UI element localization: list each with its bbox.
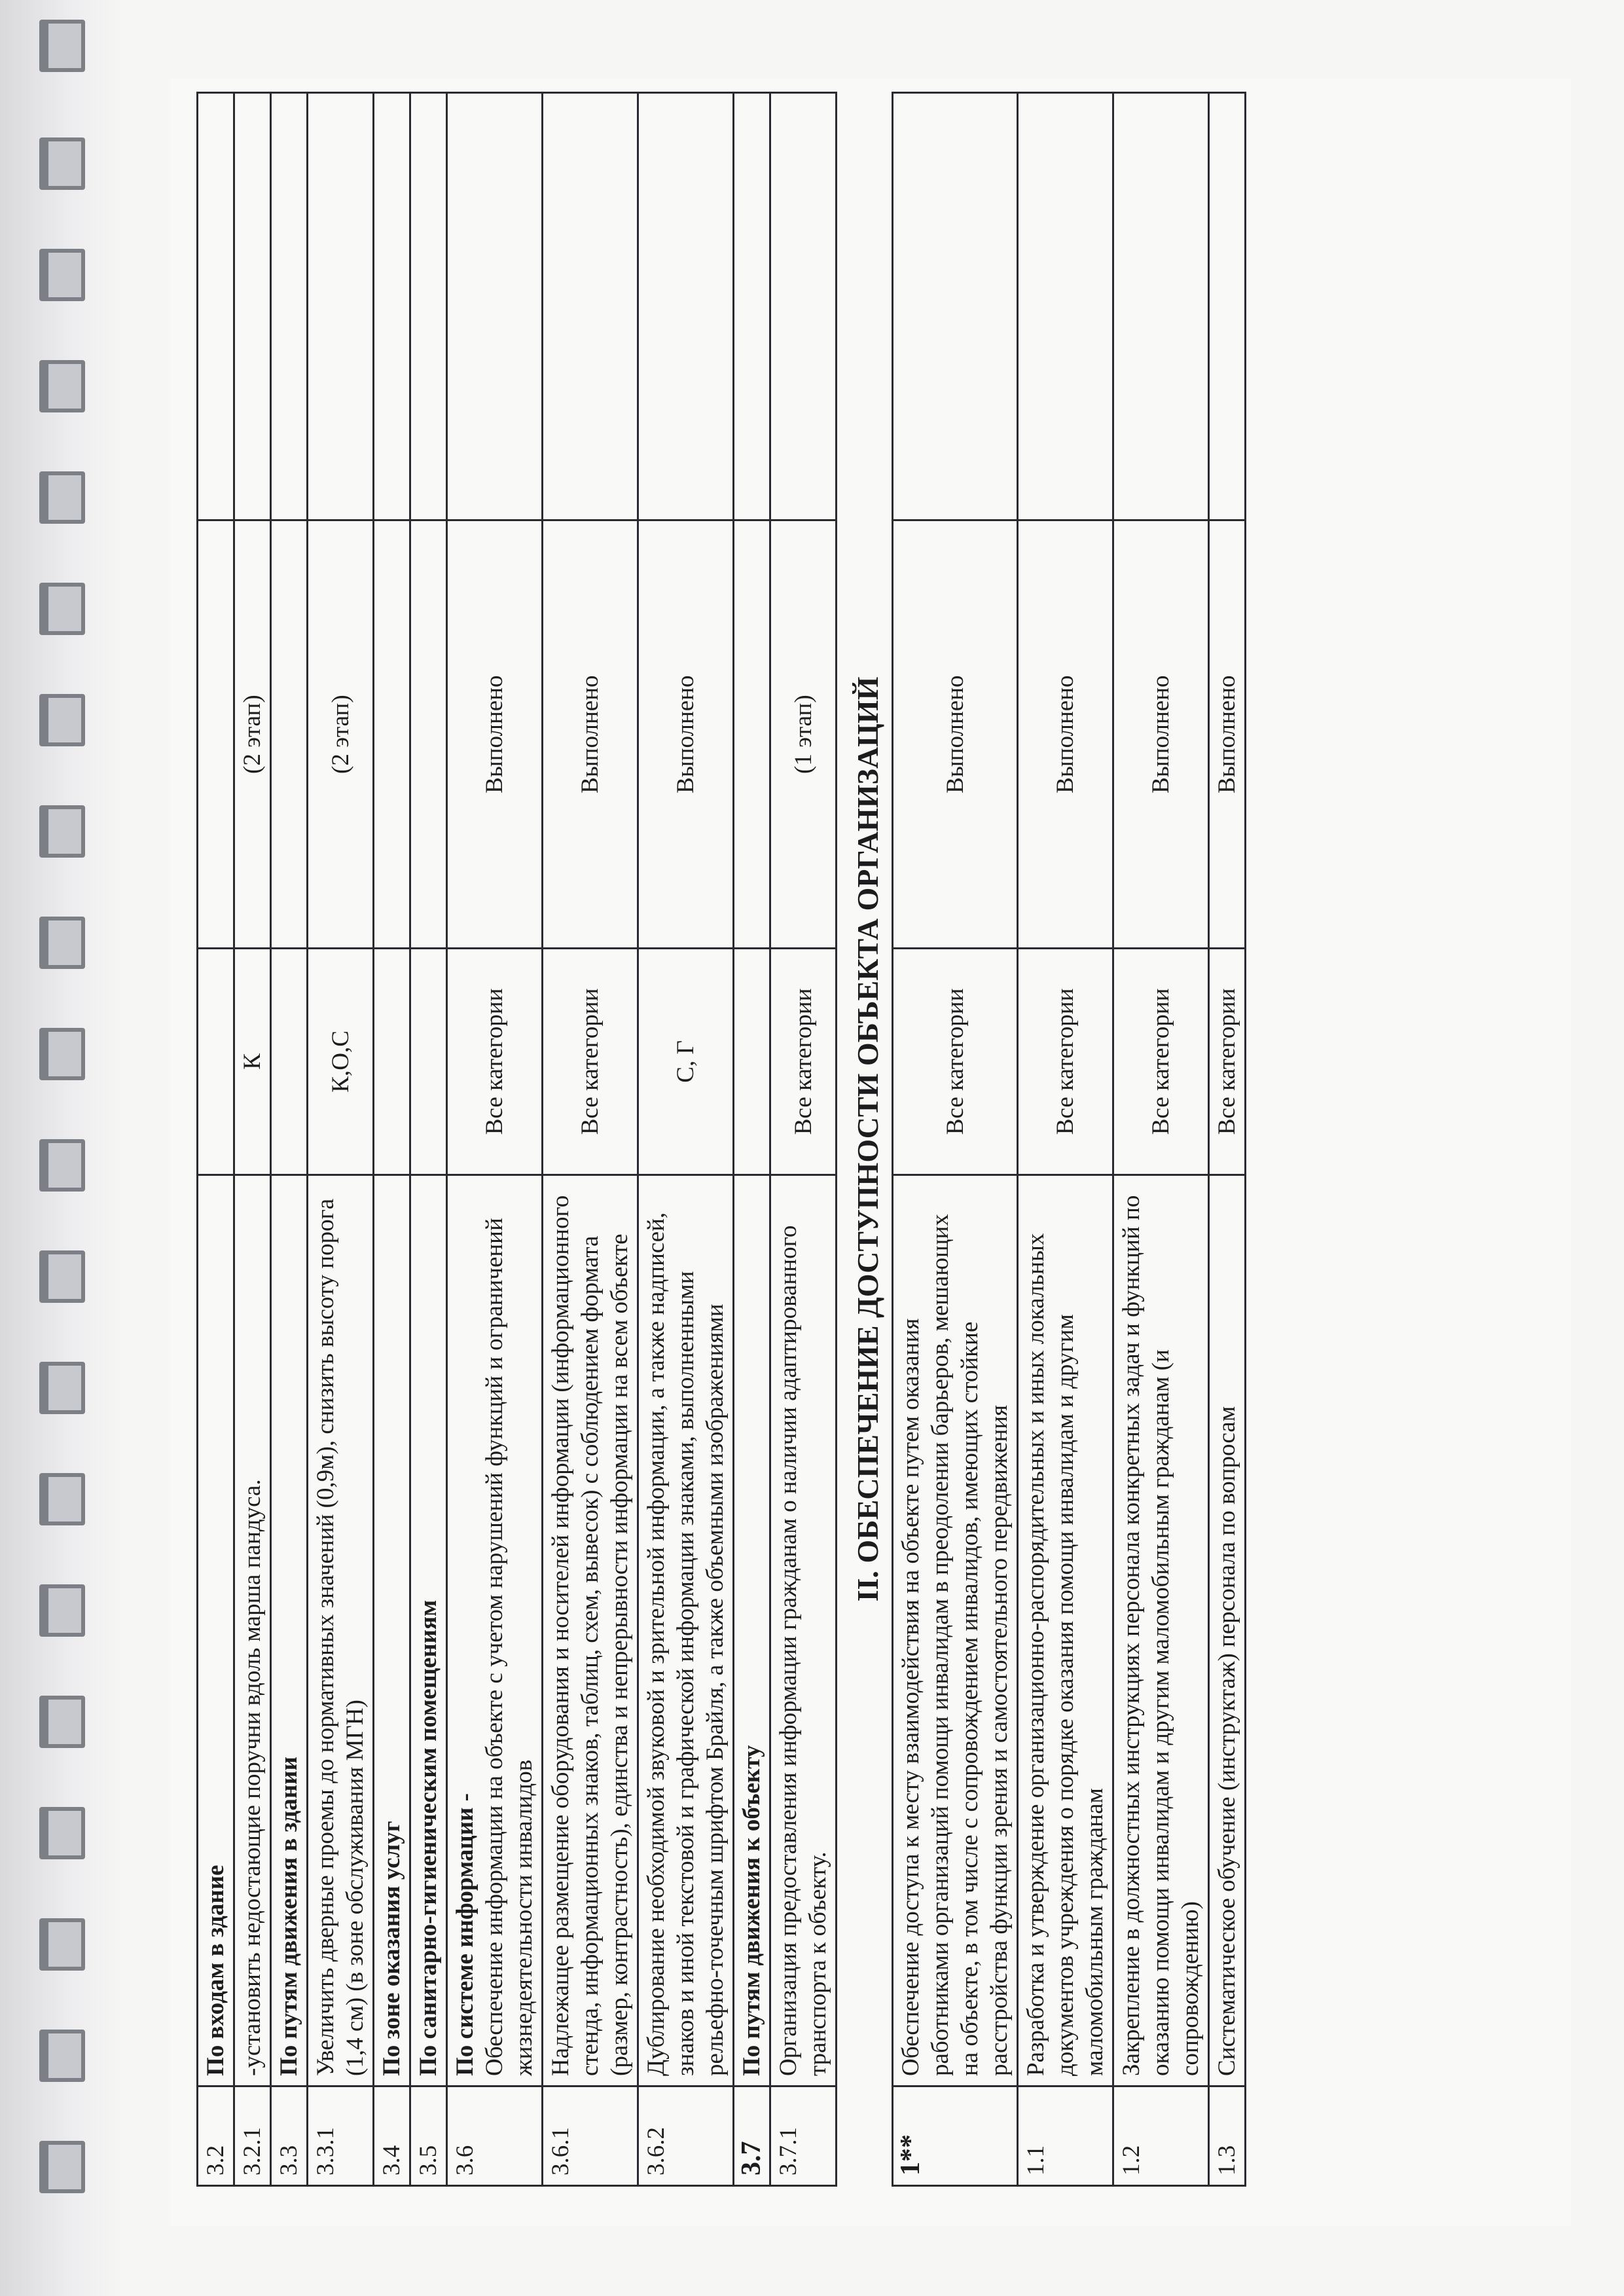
row-category (734, 948, 770, 1175)
row-number: 3.7.1 (770, 2086, 837, 2185)
binding-ring (39, 2141, 85, 2193)
table-row (543, 93, 638, 2186)
row-number: 1.3 (1209, 2086, 1246, 2185)
row-empty-cell (410, 93, 447, 520)
row-empty-cell (198, 93, 234, 520)
row-empty-cell (308, 93, 374, 520)
row-empty-cell (447, 93, 543, 520)
row-number: 3.5 (410, 2086, 447, 2185)
row-category: Все категории (1209, 948, 1246, 1175)
row-category: Все категории (1018, 948, 1113, 1175)
row-category (271, 948, 308, 1175)
row-number: 1.2 (1113, 2086, 1209, 2185)
row-number: 3.6.1 (543, 2086, 638, 2185)
table-row (893, 93, 1018, 2186)
row-result (198, 520, 234, 948)
row-empty-cell (234, 93, 271, 520)
row-category: Все категории (770, 948, 837, 1175)
binding-ring (39, 1028, 85, 1080)
binding-ring (39, 20, 85, 72)
row-empty-cell (1209, 93, 1246, 520)
row-result: (1 этап) (770, 520, 837, 948)
binding-ring (39, 1584, 85, 1637)
binding-ring (39, 1807, 85, 1859)
row-description: По санитарно-гигиеническим помещениям (410, 1175, 447, 2086)
table-row (374, 93, 410, 2186)
binding-ring (39, 249, 85, 301)
row-number: 3.4 (374, 2086, 410, 2185)
row-category (410, 948, 447, 1175)
binding-ring (39, 471, 85, 524)
binding-ring (39, 1473, 85, 1525)
binding-ring (39, 1696, 85, 1748)
table-row (271, 93, 308, 2186)
row-number: 1** (893, 2086, 1018, 2185)
table-row (447, 93, 543, 2186)
row-description-text: Обеспечение информации на объекте с учетом нарушений функций и ограничений жизнедеятельности инвалидов (481, 1218, 537, 2076)
table-row (1113, 93, 1209, 2186)
row-category (374, 948, 410, 1175)
row-result: Выполнено (638, 520, 734, 948)
row-number: 3.7 (734, 2086, 770, 2185)
row-category: Все категории (447, 948, 543, 1175)
section-title: II. ОБЕСПЕЧЕНИЕ ДОСТУПНОСТИ ОБЪЕКТА ОРГАНИЗАЦИЙ (837, 93, 893, 2186)
binding-ring (39, 805, 85, 858)
row-category (198, 948, 234, 1175)
row-result: (2 этап) (234, 520, 271, 948)
row-result: (2 этап) (308, 520, 374, 948)
table-row (638, 93, 734, 2186)
row-empty-cell (638, 93, 734, 520)
row-empty-cell (543, 93, 638, 520)
row-empty-cell (374, 93, 410, 520)
row-category: Все категории (1113, 948, 1209, 1175)
row-number: 3.6.2 (638, 2086, 734, 2185)
binding-ring (39, 360, 85, 412)
table-row (308, 93, 374, 2186)
row-category: Все категории (893, 948, 1018, 1175)
binding-ring (39, 137, 85, 190)
row-description: По путям движения к объекту (734, 1175, 770, 2086)
row-number: 3.6 (447, 2086, 543, 2185)
row-description-heading: По системе информации - (452, 1793, 478, 2076)
table-row (770, 93, 837, 2186)
rotated-table-container (196, 92, 1545, 2187)
table-row (734, 93, 770, 2186)
row-description: Закрепление в должностных инструкциях персонала конкретных задач и функций по оказанию помощи инвалидам и другим маломобильным гражданам (и сопровождению) (1113, 1175, 1209, 2086)
row-result: Выполнено (543, 520, 638, 948)
row-number: 3.3 (271, 2086, 308, 2185)
row-category: К (234, 948, 271, 1175)
row-number: 3.3.1 (308, 2086, 374, 2185)
row-description: По путям движения в здании (271, 1175, 308, 2086)
row-result (734, 520, 770, 948)
table-row (1018, 93, 1113, 2186)
row-result: Выполнено (1113, 520, 1209, 948)
table-row (198, 93, 234, 2186)
row-category: С, Г (638, 948, 734, 1175)
row-empty-cell (893, 93, 1018, 520)
row-result: Выполнено (893, 520, 1018, 948)
section-heading-row (837, 93, 893, 2186)
row-description: По входам в здание (198, 1175, 234, 2086)
spiral-binding (0, 0, 124, 2296)
binding-ring (39, 1250, 85, 1303)
row-description: По зоне оказания услуг (374, 1175, 410, 2086)
binding-ring (39, 583, 85, 635)
row-description: -установить недостающие поручни вдоль марша пандуса. (234, 1175, 271, 2086)
binding-ring (39, 1362, 85, 1414)
row-number: 1.1 (1018, 2086, 1113, 2185)
row-description: Систематическое обучение (инструктаж) персонала по вопросам (1209, 1175, 1246, 2086)
table-row (1209, 93, 1246, 2186)
row-number: 3.2 (198, 2086, 234, 2185)
table-row (234, 93, 271, 2186)
row-result: Выполнено (1209, 520, 1246, 948)
binding-ring (39, 917, 85, 969)
row-description: Надлежащее размещение оборудования и носителей информации (информационного стенда, информационных знаков, таблиц, схем, вывесок) с соблюдением формата (размер, контрастность), единства и непрерывности информации на всем объекте (543, 1175, 638, 2086)
row-empty-cell (770, 93, 837, 520)
row-empty-cell (1018, 93, 1113, 520)
binding-ring (39, 2030, 85, 2082)
row-number: 3.2.1 (234, 2086, 271, 2185)
table-row (410, 93, 447, 2186)
row-result: Выполнено (1018, 520, 1113, 948)
row-result (271, 520, 308, 948)
row-result (374, 520, 410, 948)
row-empty-cell (271, 93, 308, 520)
accessibility-plan-table (196, 92, 1246, 2187)
binding-ring (39, 1139, 85, 1192)
binding-ring (39, 1918, 85, 1971)
row-description: Организация предоставления информации гражданам о наличии адаптированного транспорта к объекту. (770, 1175, 837, 2086)
row-empty-cell (1113, 93, 1209, 520)
row-empty-cell (734, 93, 770, 520)
row-result: Выполнено (447, 520, 543, 948)
row-description: Дублирование необходимой звуковой и зрительной информации, а также надписей, знаков и иной текстовой и графической информации знаками, выполненными рельефно-точечным шрифтом Брайля, а также объемными изображениями (638, 1175, 734, 2086)
row-category: К,О,С (308, 948, 374, 1175)
row-description: Увеличить дверные проемы до нормативных значений (0,9м), снизить высоту порога (1,4 см) (в зоне обслуживания МГН) (308, 1175, 374, 2086)
binding-ring (39, 694, 85, 746)
row-description (447, 1175, 543, 2086)
row-result (410, 520, 447, 948)
row-category: Все категории (543, 948, 638, 1175)
row-description: Разработка и утверждение организационно-распорядительных и иных локальных документов учреждения о порядке оказания помощи инвалидам и другим маломобильным гражданам (1018, 1175, 1113, 2086)
row-description: Обеспечение доступа к месту взаимодействия на объекте путем оказания работниками организаций помощи инвалидам в преодолении барьеров, мешающих на объекте, в том числе с сопровождением инвалидов, имеющих стойкие расстройства функции зрения и самостоятельного передвижения (893, 1175, 1018, 2086)
